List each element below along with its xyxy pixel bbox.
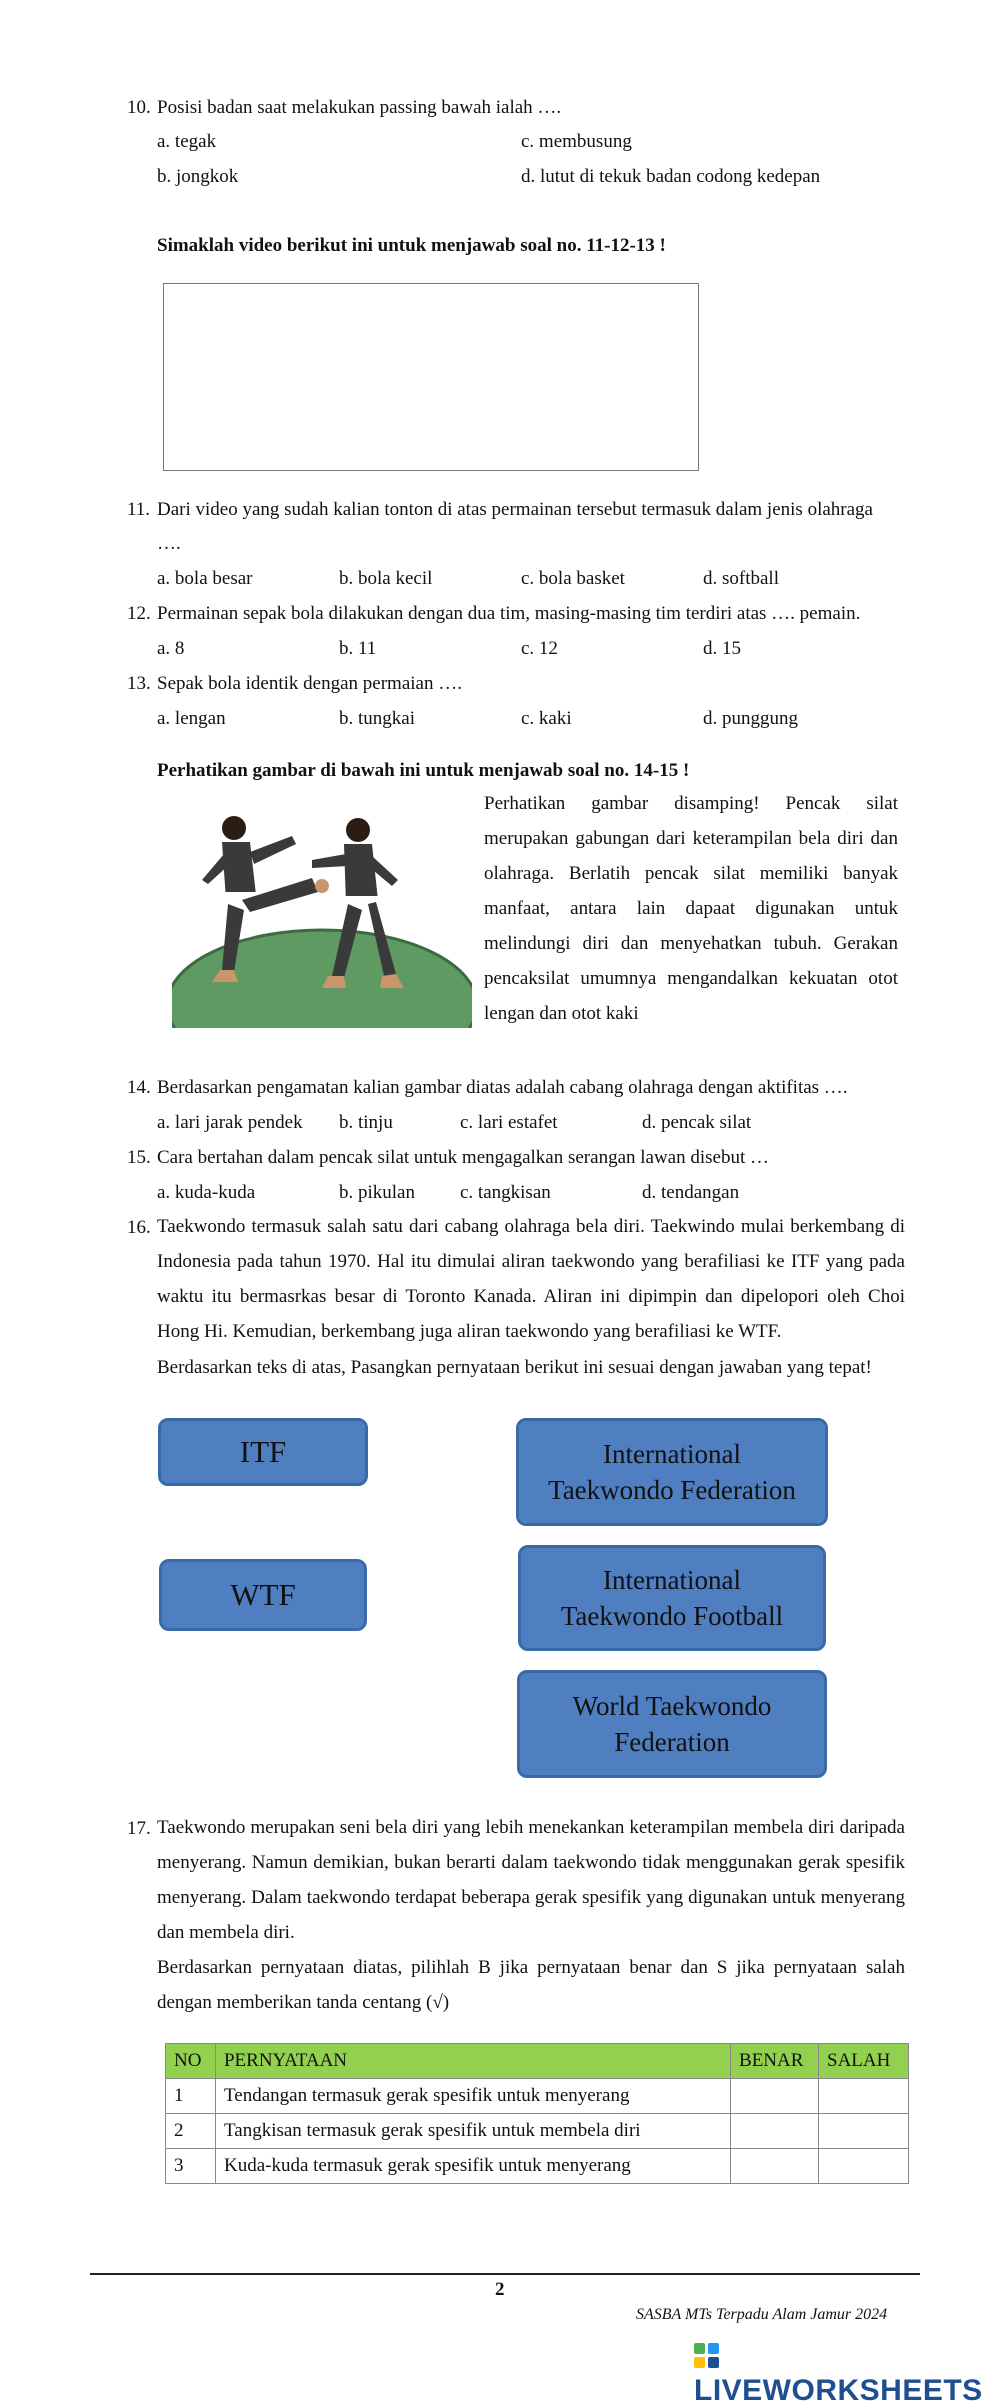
match-right-1[interactable] — [516, 1418, 828, 1526]
q13-option-c[interactable]: c. kaki — [521, 708, 572, 729]
row-salah-cell[interactable] — [819, 2149, 909, 2184]
q10-option-d[interactable]: d. lutut di tekuk badan codong kedepan — [521, 166, 821, 187]
q14-option-b[interactable]: b. tinju — [339, 1112, 393, 1133]
q16-paragraph: Taekwondo termasuk salah satu dari cabang olahraga bela diri. Taekwindo mulai berkembang di Indonesia pada tahun 1970. Hal itu dimulai aliran taekwondo yang berafiliasi ke ITF yang pada waktu itu bermasrkas besar di Toronto Kanada. Aliran ini dipimpin dan dipelopori oleh Choi Hong Hi. Kemudian, berkembang juga aliran taekwondo yang berafiliasi ke WTF. — [157, 1216, 905, 1342]
q15-option-c[interactable]: c. tangkisan — [460, 1182, 551, 1203]
table-header-no: NO — [166, 2044, 216, 2079]
q14-option-c[interactable]: c. lari estafet — [460, 1112, 558, 1133]
q10-option-a[interactable]: a. tegak — [157, 131, 217, 152]
match-right-1-line2: Taekwondo Federation — [548, 1475, 796, 1505]
table-header-salah: SALAH — [819, 2044, 909, 2079]
q11-option-a[interactable]: a. bola besar — [157, 568, 253, 589]
video-instruction: Simaklah video berikut ini untuk menjawab soal no. 11-12-13 ! — [157, 235, 666, 256]
q15-option-d[interactable]: d. tendangan — [642, 1182, 740, 1203]
q11-text-line1: Dari video yang sudah kalian tonton di atas permainan tersebut termasuk dalam jenis olahraga — [157, 499, 873, 520]
q13-option-d[interactable]: d. punggung — [703, 708, 798, 729]
school-footer: SASBA MTs Terpadu Alam Jamur 2024 — [636, 2306, 888, 2323]
q11-number: 11. — [127, 499, 151, 520]
q13-option-b[interactable]: b. tungkai — [339, 708, 415, 729]
q17-paragraph: Taekwondo merupakan seni bela diri yang lebih menekankan keterampilan membela diri daripada menyerang. Namun demikian, bukan berarti dalam taekwondo tidak menggunakan gerak spesifik menyerang. Dalam taekwondo terdapat beberapa gerak spesifik yang digunakan untuk menyerang dan membela diri. — [157, 1817, 905, 1943]
q14-option-d[interactable]: d. pencak silat — [642, 1112, 752, 1133]
q17-instruction: Berdasarkan pernyataan diatas, pilihlah B jika pernyataan benar dan S jika pernyataan salah dengan memberikan tanda centang (√) — [157, 1957, 905, 2013]
row-benar-cell[interactable] — [731, 2079, 819, 2114]
table-header-benar: BENAR — [731, 2044, 819, 2079]
q12-text: Permainan sepak bola dilakukan dengan dua tim, masing-masing tim terdiri atas …. pemain. — [157, 603, 861, 624]
q15-option-a[interactable]: a. kuda-kuda — [157, 1182, 256, 1203]
q15-option-b[interactable]: b. pikulan — [339, 1182, 415, 1203]
q16-number: 16. — [127, 1217, 151, 1238]
match-right-2[interactable] — [518, 1545, 826, 1651]
match-right-1-line1: International — [603, 1439, 741, 1469]
row-salah-cell[interactable] — [819, 2114, 909, 2149]
q17-number: 17. — [127, 1818, 151, 1839]
match-right-3[interactable] — [517, 1670, 827, 1778]
q10-option-c[interactable]: c. membusung — [521, 131, 632, 152]
table-row — [166, 2149, 909, 2184]
statement-table — [165, 2043, 909, 2184]
q13-option-a[interactable]: a. lengan — [157, 708, 226, 729]
q11-option-c[interactable]: c. bola basket — [521, 568, 625, 589]
q12-number: 12. — [127, 603, 151, 624]
q14-option-a[interactable]: a. lari jarak pendek — [157, 1112, 303, 1133]
row-no: 1 — [166, 2079, 216, 2114]
q16-instruction: Berdasarkan teks di atas, Pasangkan pernyataan berikut ini sesuai dengan jawaban yang tepat! — [157, 1357, 872, 1378]
row-statement: Tangkisan termasuk gerak spesifik untuk membela diri — [215, 2114, 730, 2149]
row-no: 2 — [166, 2114, 216, 2149]
match-right-2-line2: Taekwondo Football — [560, 1601, 784, 1631]
q12-option-a[interactable]: a. 8 — [157, 638, 185, 659]
q11-text-line2: …. — [157, 533, 181, 554]
row-no: 3 — [166, 2149, 216, 2184]
q13-text: Sepak bola identik dengan permaian …. — [157, 673, 462, 694]
video-player[interactable] — [163, 283, 699, 471]
q12-option-c[interactable]: c. 12 — [521, 638, 558, 659]
row-benar-cell[interactable] — [731, 2114, 819, 2149]
q10-text: Posisi badan saat melakukan passing bawah ialah …. — [157, 97, 562, 118]
match-right-3-line1: World Taekwondo — [572, 1691, 772, 1721]
row-statement: Kuda-kuda termasuk gerak spesifik untuk menyerang — [215, 2149, 730, 2184]
match-left-itf[interactable]: ITF — [158, 1418, 368, 1486]
image-paragraph: Perhatikan gambar disamping! Pencak silat merupakan gabungan dari keterampilan bela diri dan olahraga. Berlatih pencak silat memiliki banyak manfaat, antara lain dapaat digunakan untuk melindungi diri dan menyehatkan tubuh. Gerakan pencaksilat umumnya mengandalkan kekuatan otot lengan dan otot kaki — [484, 793, 898, 1024]
liveworksheets-logo — [694, 2340, 1000, 2408]
liveworksheets-logo-icon — [694, 2343, 720, 2369]
q12-option-b[interactable]: b. 11 — [339, 638, 377, 659]
image-instruction: Perhatikan gambar di bawah ini untuk menjawab soal no. 14-15 ! — [157, 760, 690, 781]
row-benar-cell[interactable] — [731, 2149, 819, 2184]
q12-option-d[interactable]: d. 15 — [703, 638, 741, 659]
match-right-3-line2: Federation — [614, 1727, 730, 1757]
q14-number: 14. — [127, 1077, 151, 1098]
match-right-2-line1: International — [603, 1565, 741, 1595]
match-left-wtf[interactable]: WTF — [159, 1559, 367, 1631]
table-header-row — [166, 2044, 909, 2079]
pencak-silat-illustration — [172, 800, 472, 1028]
table-header-pernyataan: PERNYATAAN — [215, 2044, 730, 2079]
liveworksheets-logo-text: LIVEWORKSHEETS — [694, 2374, 983, 2407]
q10-option-b[interactable]: b. jongkok — [157, 166, 239, 187]
table-row — [166, 2114, 909, 2149]
page-number: 2 — [495, 2279, 505, 2300]
footer-divider — [90, 2273, 920, 2275]
q11-option-d[interactable]: d. softball — [703, 568, 779, 589]
table-row — [166, 2079, 909, 2114]
q13-number: 13. — [127, 673, 151, 694]
q11-option-b[interactable]: b. bola kecil — [339, 568, 433, 589]
row-statement: Tendangan termasuk gerak spesifik untuk menyerang — [215, 2079, 730, 2114]
q10-number: 10. — [127, 97, 151, 118]
q14-text: Berdasarkan pengamatan kalian gambar diatas adalah cabang olahraga dengan aktifitas …. — [157, 1077, 848, 1098]
row-salah-cell[interactable] — [819, 2079, 909, 2114]
q15-number: 15. — [127, 1147, 151, 1168]
q15-text: Cara bertahan dalam pencak silat untuk mengagalkan serangan lawan disebut … — [157, 1147, 769, 1168]
